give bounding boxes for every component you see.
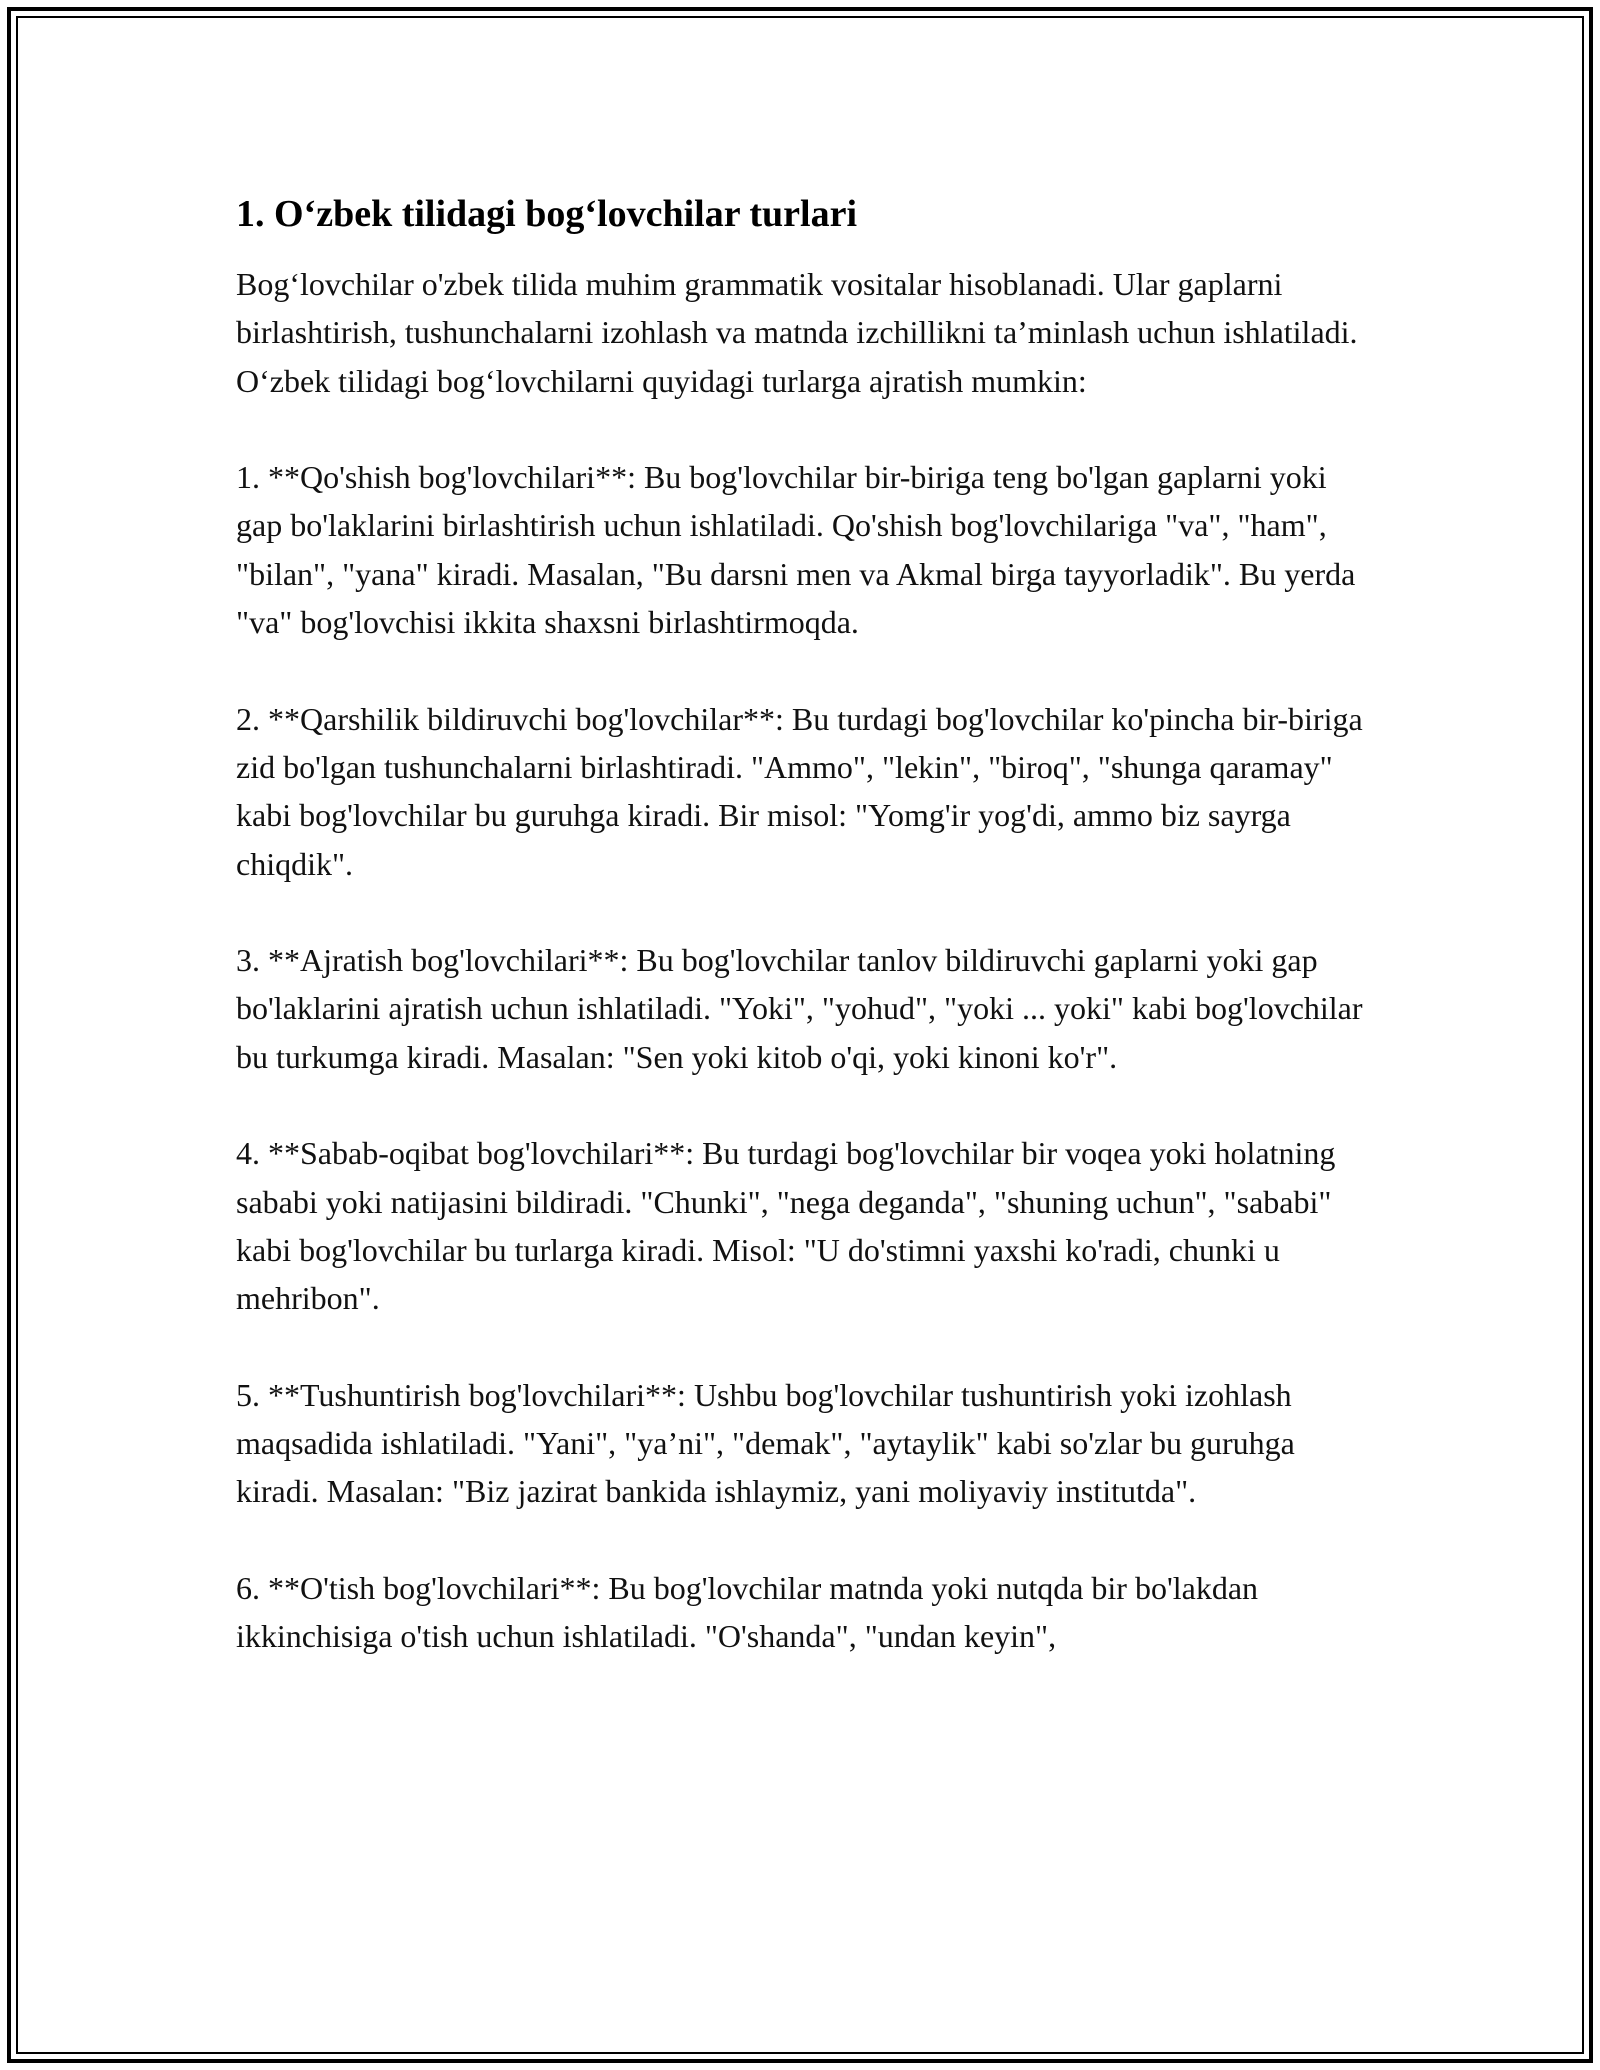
section-heading: 1. O‘zbek tilidagi bog‘lovchilar turlari xyxy=(236,193,858,235)
paragraph-causal: 4. **Sabab-oqibat bog'lovchilari**: Bu turdagi bog'lovchilar bir voqea yoki holatning sababi yoki natijasini bildiradi. "Chunki", "nega deganda", "shuning uchun", "sababi" kabi bog'lovchilar bu turlarga kiradi. Misol: "U do'stimni yaxshi ko'radi, chunki u mehribon". xyxy=(236,1135,1336,1317)
paragraph-explanatory: 5. **Tushuntirish bog'lovchilari**: Ushbu bog'lovchilar tushuntirish yoki izohlash maqsadida ishlatiladi. "Yani", "ya’ni", "demak", "aytaylik" kabi so'zlar bu guruhga kiradi. Masalan: "Biz jazirat bankida ishlaymiz, yani moliyaviy institutda". xyxy=(236,1376,1295,1510)
paragraph-adversative: 2. **Qarshilik bildiruvchi bog'lovchilar**: Bu turdagi bog'lovchilar ko'pincha bir-biriga zid bo'lgan tushunchalarni birlashtiradi. "Ammo", "lekin", "biroq", "shunga qaramay" kabi bog'lovchilar bu guruhga kiradi. Bir misol: "Yomg'ir yog'di, ammo biz sayrga chiqdik". xyxy=(236,700,1363,882)
document-body xyxy=(236,190,1376,1661)
paragraph-disjunctive: 3. **Ajratish bog'lovchilari**: Bu bog'lovchilar tanlov bildiruvchi gaplarni yoki gap bo'laklarini ajratish uchun ishlatiladi. "Yoki", "yohud", "yoki ... yoki" kabi bog'lovchilar bu turkumga kiradi. Masalan: "Sen yoki kitob o'qi, yoki kinoni ko'r". xyxy=(236,942,1363,1075)
paragraph-coordinating: 1. **Qo'shish bog'lovchilari**: Bu bog'lovchilar bir-biriga teng bo'lgan gaplarni yoki gap bo'laklarini birlashtirish uchun ishlatiladi. Qo'shish bog'lovchilariga "va", "ham", "bilan", "yana" kiradi. Masalan, "Bu darsni men va Akmal birga tayyorladik". Bu yerda "va" bog'lovchisi ikkita shaxsni birlashtirmoqda. xyxy=(236,459,1356,641)
intro-paragraph: Bog‘lovchilar o'zbek tilida muhim grammatik vositalar hisoblanadi. Ular gaplarni birlashtirish, tushunchalarni izohlash va matnda izchillikni ta’minlash uchun ishlatiladi. O‘zbek tilidagi bog‘lovchilarni quyidagi turlarga ajratish mumkin: xyxy=(236,266,1358,399)
paragraph-transitional: 6. **O'tish bog'lovchilari**: Bu bog'lovchilar matnda yoki nutqda bir bo'lakdan ikkinchisiga o'tish uchun ishlatiladi. "O'shanda", "undan keyin", xyxy=(236,1570,1259,1655)
